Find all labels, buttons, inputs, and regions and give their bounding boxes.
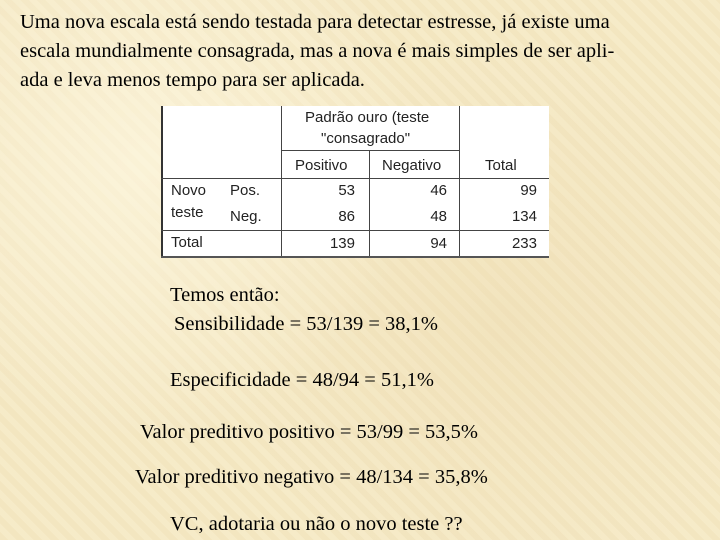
cell-pos-neg: 46 bbox=[430, 182, 447, 199]
table-divider-rowlabels bbox=[281, 106, 282, 256]
npv-result: Valor preditivo negativo = 48/134 = 35,8% bbox=[135, 466, 488, 488]
table-divider-positive bbox=[369, 151, 370, 256]
row-label-pos: Pos. bbox=[230, 182, 261, 199]
cell-total-pos: 139 bbox=[329, 235, 355, 252]
gold-standard-header-line1: Padrão ouro (teste bbox=[305, 109, 430, 126]
cell-pos-pos: 53 bbox=[338, 182, 355, 199]
closing-question: VC, adotaria ou não o novo teste ?? bbox=[170, 513, 463, 535]
problem-statement bbox=[20, 8, 710, 95]
cell-pos-total: 99 bbox=[520, 182, 537, 199]
col-header-total: Total bbox=[485, 157, 517, 174]
contingency-table bbox=[161, 106, 549, 258]
table-header-line bbox=[161, 178, 549, 179]
sensitivity-result: Sensibilidade = 53/139 = 38,1% bbox=[174, 313, 438, 335]
col-header-positive: Positivo bbox=[295, 157, 348, 174]
table-divider-negative bbox=[459, 106, 460, 256]
cell-total-total: 233 bbox=[511, 235, 537, 252]
gold-standard-header-line2: "consagrado" bbox=[321, 130, 411, 147]
row-label-neg: Neg. bbox=[230, 208, 262, 225]
cell-neg-neg: 48 bbox=[430, 208, 447, 225]
problem-line-2: escala mundialmente consagrada, mas a nova é mais simples de ser apli- bbox=[20, 40, 615, 62]
row-group-label-2: teste bbox=[171, 204, 204, 221]
row-group-label-1: Novo bbox=[171, 182, 207, 199]
row-label-total: Total bbox=[171, 234, 203, 251]
cell-total-neg: 94 bbox=[430, 235, 447, 252]
col-header-negative: Negativo bbox=[382, 157, 442, 174]
problem-line-3: ada e leva menos tempo para ser aplicada. bbox=[20, 69, 365, 91]
specificity-result: Especificidade = 48/94 = 51,1% bbox=[170, 369, 434, 391]
cell-neg-total: 134 bbox=[511, 208, 537, 225]
results-intro: Temos então: bbox=[170, 284, 280, 306]
table-left-border bbox=[161, 106, 163, 256]
problem-line-1: Uma nova escala está sendo testada para detectar estresse, já existe uma bbox=[20, 11, 610, 33]
table-header-subline bbox=[281, 150, 459, 151]
cell-neg-pos: 86 bbox=[338, 208, 355, 225]
ppv-result: Valor preditivo positivo = 53/99 = 53,5% bbox=[140, 421, 478, 443]
table-total-line bbox=[161, 230, 549, 231]
